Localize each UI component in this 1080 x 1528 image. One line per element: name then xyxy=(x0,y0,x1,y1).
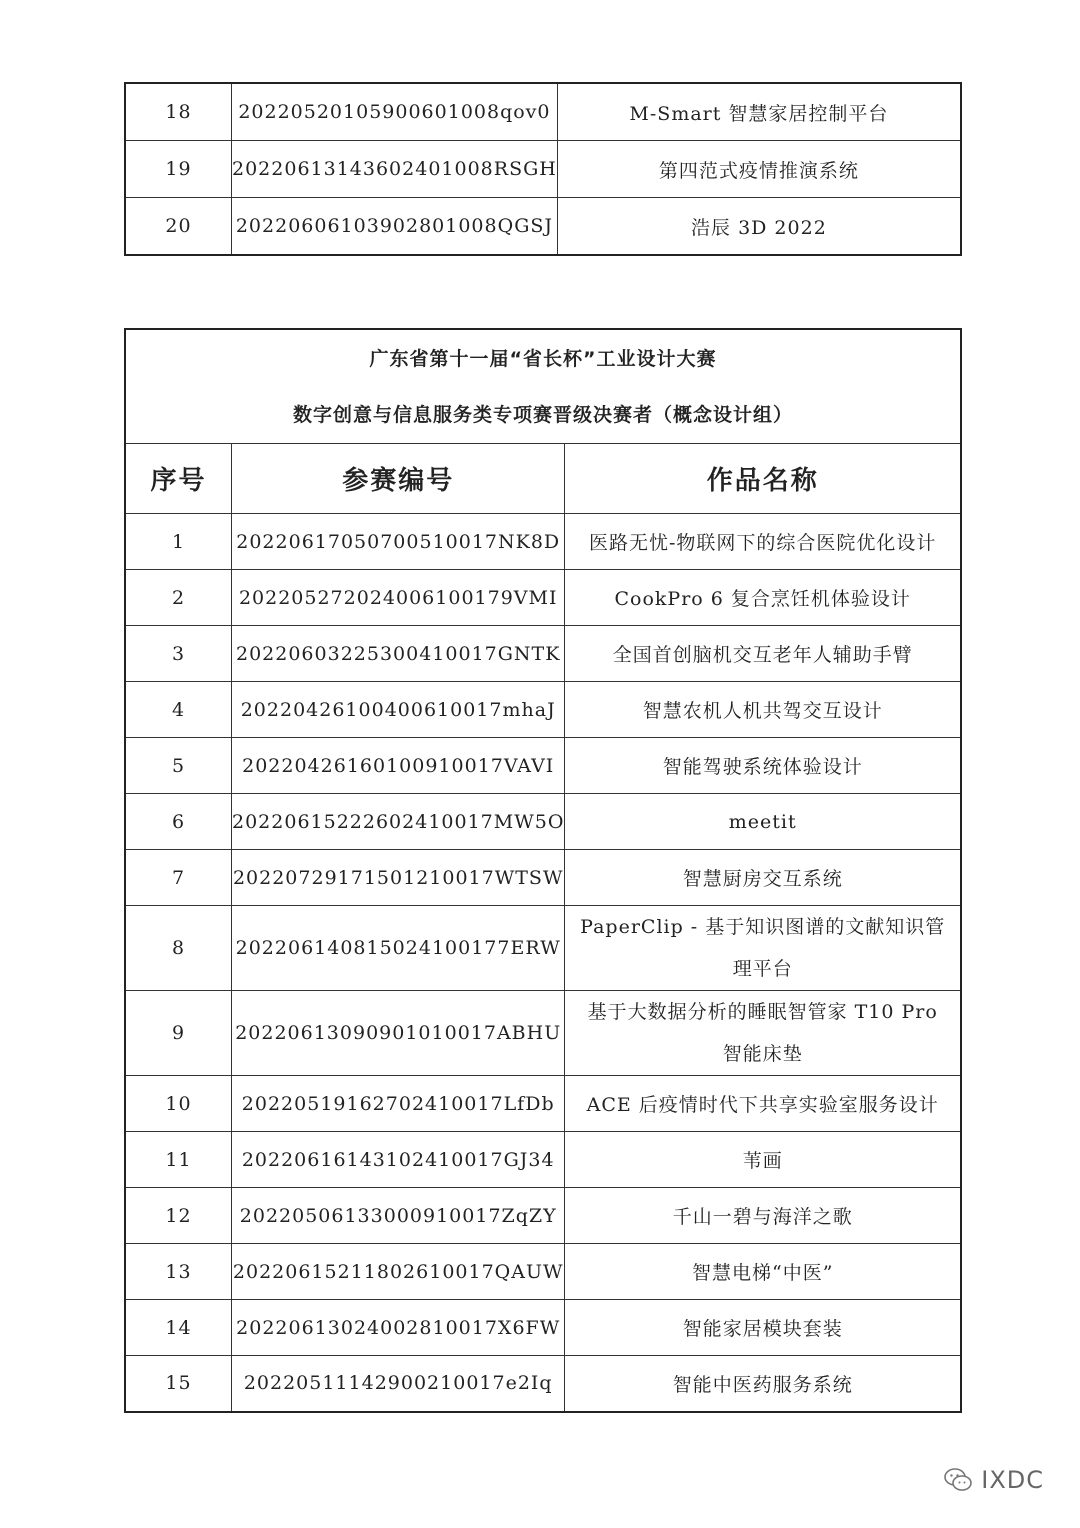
cell-serial-number: 5 xyxy=(125,738,232,794)
finalists-table xyxy=(124,328,962,1413)
cell-work-name: 智能中医药服务系统 xyxy=(565,1356,961,1412)
cell-entry-id: 20220613024002810017X6FW xyxy=(232,1300,565,1356)
cell-entry-id: 20220616143102410017GJ34 xyxy=(232,1132,565,1188)
table-row xyxy=(125,738,961,794)
cell-work-name: 智慧厨房交互系统 xyxy=(565,850,961,906)
table-row xyxy=(125,850,961,906)
cell-entry-id: 20220615211802610017QAUW xyxy=(232,1244,565,1300)
title-line-2: 数字创意与信息服务类专项赛晋级决赛者（概念设计组） xyxy=(292,403,793,426)
cell-serial-number: 8 xyxy=(125,906,232,991)
cell-work-name: ACE 后疫情时代下共享实验室服务设计 xyxy=(565,1076,961,1132)
table-row xyxy=(125,1188,961,1244)
table-title xyxy=(125,329,961,444)
cell-serial-number: 3 xyxy=(125,626,232,682)
cell-serial-number: 11 xyxy=(125,1132,232,1188)
table-row xyxy=(125,198,961,256)
cell-entry-id: 202206140815024100177ERW xyxy=(232,906,565,991)
watermark-text: IXDC xyxy=(981,1466,1044,1494)
cell-serial-number: 18 xyxy=(125,83,232,141)
cell-work-name: 智能驾驶系统体验设计 xyxy=(565,738,961,794)
table-row xyxy=(125,1244,961,1300)
cell-entry-id: 20220615222602410017MW5O xyxy=(232,794,565,850)
cell-work-name: 智能家居模块套装 xyxy=(565,1300,961,1356)
cell-serial-number: 13 xyxy=(125,1244,232,1300)
header-work-name: 作品名称 xyxy=(565,444,961,514)
table-row xyxy=(125,626,961,682)
cell-work-name: 第四范式疫情推演系统 xyxy=(557,141,961,198)
table-row xyxy=(125,1356,961,1412)
wechat-icon xyxy=(943,1467,973,1493)
table-row xyxy=(125,991,961,1076)
table-row xyxy=(125,1076,961,1132)
cell-work-name: meetit xyxy=(565,794,961,850)
cell-serial-number: 6 xyxy=(125,794,232,850)
cell-entry-id: 202205272024006100179VMI xyxy=(232,570,565,626)
cell-work-name: 医路无忧-物联网下的综合医院优化设计 xyxy=(565,514,961,570)
cell-serial-number: 14 xyxy=(125,1300,232,1356)
cell-serial-number: 12 xyxy=(125,1188,232,1244)
cell-serial-number: 15 xyxy=(125,1356,232,1412)
table-row xyxy=(125,906,961,991)
cell-work-name: 智慧电梯“中医” xyxy=(565,1244,961,1300)
results-table-continued xyxy=(124,82,962,256)
header-serial-number: 序号 xyxy=(125,444,232,514)
cell-entry-id: 20220613143602401008RSGH xyxy=(232,141,558,198)
cell-entry-id: 20220617050700510017NK8D xyxy=(232,514,565,570)
table-row xyxy=(125,794,961,850)
cell-work-name: PaperClip - 基于知识图谱的文献知识管理平台 xyxy=(565,906,961,991)
cell-work-name: 智慧农机人机共驾交互设计 xyxy=(565,682,961,738)
cell-serial-number: 7 xyxy=(125,850,232,906)
table-row xyxy=(125,570,961,626)
title-line-1: 广东省第十一届“省长杯”工业设计大赛 xyxy=(369,347,717,370)
table-row xyxy=(125,1300,961,1356)
cell-work-name: 千山一碧与海洋之歌 xyxy=(565,1188,961,1244)
cell-serial-number: 2 xyxy=(125,570,232,626)
cell-entry-id: 20220426100400610017mhaJ xyxy=(232,682,565,738)
cell-entry-id: 20220520105900601008qov0 xyxy=(232,83,558,141)
cell-serial-number: 20 xyxy=(125,198,232,256)
cell-work-name: 全国首创脑机交互老年人辅助手臂 xyxy=(565,626,961,682)
cell-entry-id: 20220506133000910017ZqZY xyxy=(232,1188,565,1244)
ixdc-watermark xyxy=(943,1466,1044,1494)
cell-entry-id: 20220511142900210017e2Iq xyxy=(232,1356,565,1412)
table-row xyxy=(125,83,961,141)
cell-work-name: M-Smart 智慧家居控制平台 xyxy=(557,83,961,141)
cell-entry-id: 20220729171501210017WTSW xyxy=(232,850,565,906)
cell-serial-number: 10 xyxy=(125,1076,232,1132)
table-row xyxy=(125,514,961,570)
cell-work-name: 基于大数据分析的睡眠智管家 T10 Pro 智能床垫 xyxy=(565,991,961,1076)
cell-serial-number: 1 xyxy=(125,514,232,570)
cell-work-name: 浩辰 3D 2022 xyxy=(557,198,961,256)
cell-entry-id: 20220426160100910017VAVI xyxy=(232,738,565,794)
cell-work-name: CookPro 6 复合烹饪机体验设计 xyxy=(565,570,961,626)
cell-serial-number: 4 xyxy=(125,682,232,738)
table-row xyxy=(125,1132,961,1188)
header-entry-id: 参赛编号 xyxy=(232,444,565,514)
cell-serial-number: 19 xyxy=(125,141,232,198)
header-row xyxy=(125,444,961,514)
cell-entry-id: 20220603225300410017GNTK xyxy=(232,626,565,682)
table-row xyxy=(125,141,961,198)
table-row xyxy=(125,682,961,738)
cell-entry-id: 20220613090901010017ABHU xyxy=(232,991,565,1076)
cell-serial-number: 9 xyxy=(125,991,232,1076)
cell-work-name: 苇画 xyxy=(565,1132,961,1188)
cell-entry-id: 20220519162702410017LfDb xyxy=(232,1076,565,1132)
cell-entry-id: 20220606103902801008QGSJ xyxy=(232,198,558,256)
